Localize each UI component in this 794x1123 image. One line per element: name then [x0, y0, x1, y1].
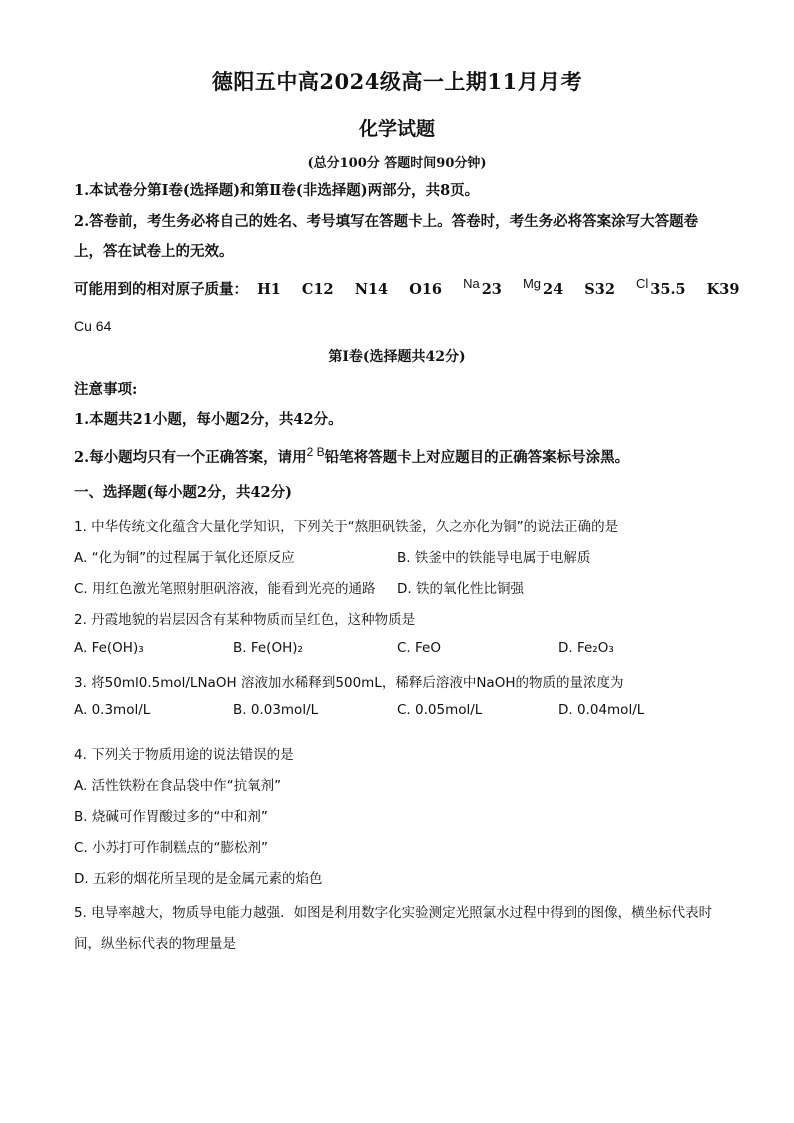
section-title: 一、选择题(每小题2分，共42分) — [74, 484, 292, 501]
q3-option-a: A. 0.3mol/L — [74, 702, 151, 718]
note-2 — [74, 443, 754, 473]
q5-stem: 5. 电导率越大，物质导电能力越强．如图是利用数字化实验测定光照氯水过程中得到的图像，横坐标代表时间，纵坐标代表的物理量是 — [74, 905, 713, 952]
part1-heading: 第Ⅰ卷(选择题共42分) — [328, 349, 466, 365]
atomic-mass-h: H1 — [257, 281, 281, 298]
note-2-before: 2.每小题均只有一个正确答案，请用 — [74, 449, 307, 466]
q3-stem: 3. 将50ml0.5mol/LNaOH 溶液加水稀释到500mL，稀释后溶液中NaOH的物质的量浓度为 — [74, 675, 624, 691]
atomic-mass-mg — [522, 276, 564, 298]
note-2-after: 铅笔将答题卡上对应题目的正确答案标号涂黑。 — [324, 449, 630, 466]
na-symbol: Na — [463, 276, 480, 291]
exam-title: 德阳五中高2024级高一上期11月月考 — [211, 69, 583, 94]
mg-value: 24 — [543, 281, 564, 298]
q1-option-b: B. 铁釜中的铁能导电属于电解质 — [397, 550, 591, 566]
atomic-mass-c: C12 — [301, 281, 334, 298]
atomic-mass-n: N14 — [354, 281, 389, 298]
atomic-masses — [74, 278, 755, 299]
q4-option-b: B. 烧碱可作胃酸过多的“中和剂” — [74, 809, 268, 825]
atomic-masses-label: 可能用到的相对原子质量： — [74, 281, 248, 298]
q2-stem: 2. 丹霞地貌的岩层因含有某种物质而呈红色，这种物质是 — [74, 612, 416, 628]
q1-option-d: D. 铁的氧化性比铜强 — [397, 581, 524, 597]
atomic-mass-o: O16 — [409, 281, 443, 298]
atomic-mass-k: K39 — [706, 281, 740, 298]
q3-option-b: B. 0.03mol/L — [233, 702, 319, 718]
cl-symbol: Cl — [635, 276, 649, 291]
instruction-1: 1.本试卷分第Ⅰ卷(选择题)和第Ⅱ卷(非选择题)两部分，共8页。 — [74, 182, 480, 199]
q3-option-c: C. 0.05mol/L — [397, 702, 483, 718]
q3-option-d: D. 0.04mol/L — [558, 702, 645, 718]
q2-option-d: D. Fe₂O₃ — [558, 640, 614, 656]
q4-option-c: C. 小苏打可作制糕点的“膨松剂” — [74, 840, 268, 856]
q4-option-d: D. 五彩的烟花所呈现的是金属元素的焰色 — [74, 871, 323, 887]
atomic-mass-s: S32 — [584, 281, 615, 298]
q2-option-a: A. Fe(OH)₃ — [74, 640, 144, 656]
notes-label: 注意事项: — [74, 381, 138, 398]
q2-option-c: C. FeO — [397, 640, 441, 656]
instruction-2: 2.答卷前，考生务必将自己的姓名、考号填写在答题卡上。答卷时，考生务必将答案涂写大答题卷上，答在试卷上的无效。 — [74, 213, 699, 260]
atomic-mass-na — [463, 276, 502, 298]
q2-option-b: B. Fe(OH)₂ — [233, 640, 303, 656]
q1-stem: 1. 中华传统文化蕴含大量化学知识，下列关于“熬胆矾铁釜，久之亦化为铜”的说法正确的是 — [74, 519, 619, 535]
exam-meta: (总分100分 答题时间90分钟) — [307, 156, 487, 171]
q4-stem: 4. 下列关于物质用途的说法错误的是 — [74, 747, 294, 763]
note-1: 1.本题共21小题，每小题2分，共42分。 — [74, 411, 343, 428]
q1-option-a: A. “化为铜”的过程属于氧化还原反应 — [74, 550, 295, 566]
na-value: 23 — [481, 281, 502, 298]
q1-option-c: C. 用红色激光笔照射胆矾溶液，能看到光亮的通路 — [74, 581, 376, 597]
mg-symbol: Mg — [522, 276, 542, 291]
subject-title: 化学试题 — [358, 118, 435, 140]
note-2-pencil: 2 B — [306, 445, 325, 459]
atomic-mass-cu: Cu 64 — [74, 318, 112, 334]
cl-value: 35.5 — [650, 281, 686, 298]
q4-option-a: A. 活性铁粉在食品袋中作“抗氧剂” — [74, 778, 282, 794]
atomic-mass-cl — [635, 276, 686, 298]
